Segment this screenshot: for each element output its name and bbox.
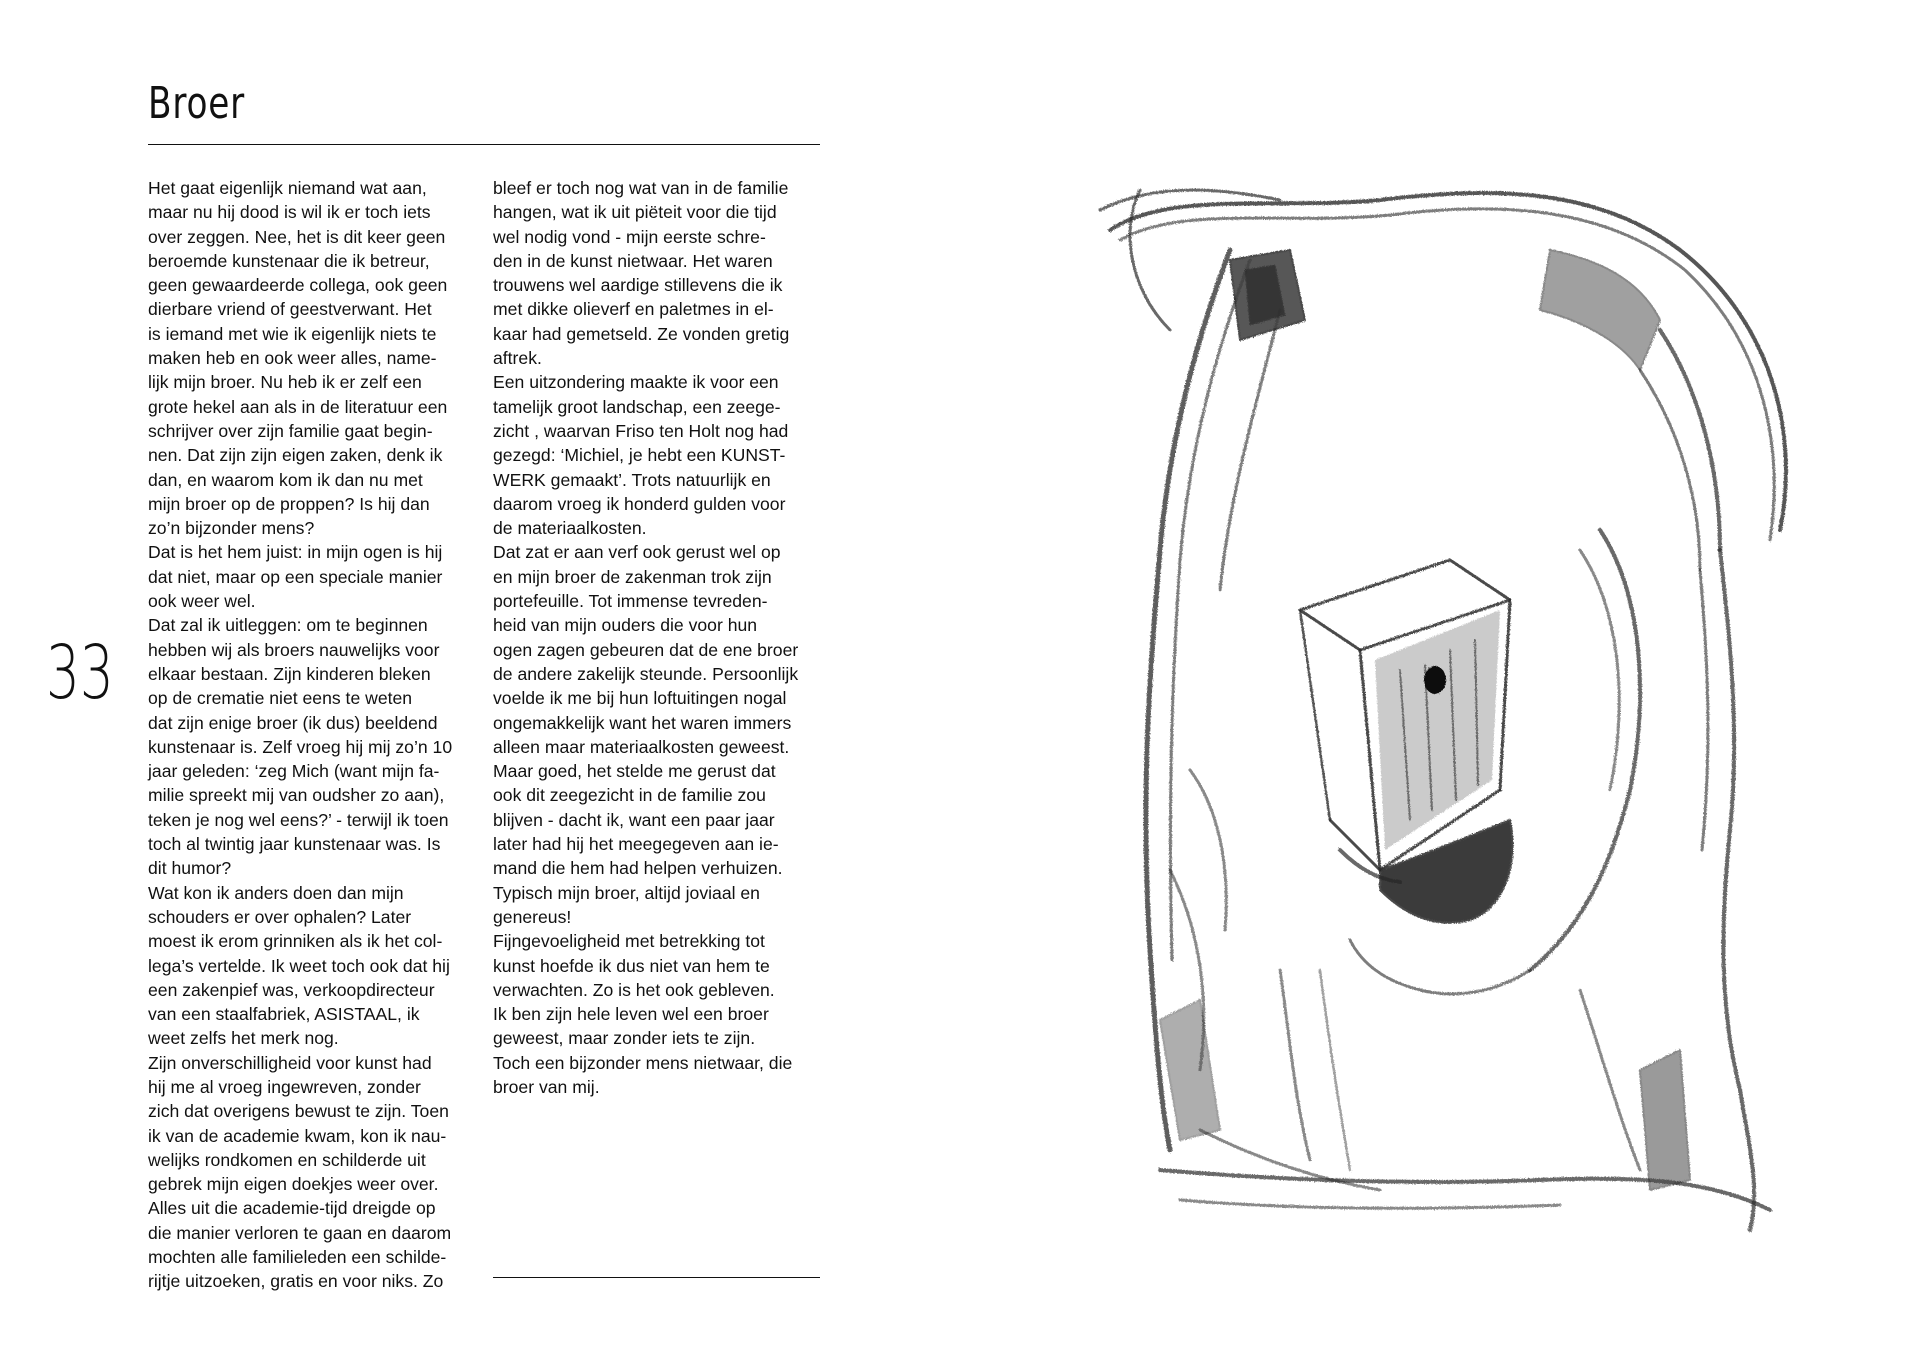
text-line: mand die hem had helpen verhuizen. — [493, 858, 783, 879]
text-line: rijtje uitzoeken, gratis en voor niks. Zo — [148, 1271, 444, 1292]
text-line: daarom vroeg ik honderd gulden voor — [493, 493, 786, 514]
text-line: tamelijk groot landschap, een zeege- — [493, 396, 781, 417]
text-line: mochten alle familieleden een schilde- — [148, 1247, 447, 1268]
page-title: Broer — [148, 78, 246, 129]
text-line: voelde ik me bij hun loftuitingen nogal — [493, 688, 787, 709]
text-line: bleef er toch nog wat van in de familie — [493, 178, 789, 198]
text-line: milie spreekt mij van oudsher zo aan), — [148, 785, 445, 806]
text-line: Het gaat eigenlijk niemand wat aan, — [148, 178, 427, 198]
text-line: maken heb en ook weer alles, name- — [148, 348, 437, 369]
text-line: beroemde kunstenaar die ik betreur, — [148, 250, 430, 271]
text-line: heid van mijn ouders die voor hun — [493, 615, 758, 636]
text-line: lijk mijn broer. Nu heb ik er zelf een — [148, 372, 422, 393]
text-line: trouwens wel aardige stillevens die ik — [493, 275, 783, 296]
text-line: grote hekel aan als in de literatuur een — [148, 396, 448, 417]
text-line: teken je nog wel eens?’ - terwijl ik toen — [148, 809, 449, 830]
text-line: Toch een bijzonder mens nietwaar, die — [493, 1052, 793, 1073]
text-line: Zijn onverschilligheid voor kunst had — [148, 1052, 432, 1073]
text-line: zich dat overigens bewust te zijn. Toen — [148, 1101, 449, 1122]
text-line: dat niet, maar op een speciale manier — [148, 566, 443, 587]
text-line: toch al twintig jaar kunstenaar was. Is — [148, 834, 441, 855]
text-line: lega’s vertelde. Ik weet toch ook dat hij — [148, 955, 450, 976]
text-line: Fijngevoeligheid met betrekking tot — [493, 931, 765, 952]
title-divider — [148, 144, 820, 145]
text-line: over zeggen. Nee, het is dit keer geen — [148, 226, 446, 247]
text-line: ook dit zeegezicht in de familie zou — [493, 785, 766, 806]
text-line: Dat zal ik uitleggen: om te beginnen — [148, 615, 428, 636]
text-line: geweest, maar zonder iets te zijn. — [493, 1028, 756, 1049]
text-line: Dat zat er aan verf ook gerust wel op — [493, 542, 781, 563]
text-line: weet zelfs het merk nog. — [148, 1028, 339, 1049]
text-line: dan, en waarom kom ik dan nu met — [148, 469, 423, 490]
text-line: broer van mij. — [493, 1076, 600, 1097]
text-line: aftrek. — [493, 348, 542, 369]
text-line: alleen maar materiaalkosten geweest. — [493, 736, 790, 757]
text-line: schrijver over zijn familie gaat begin- — [148, 420, 433, 441]
text-line: de materiaalkosten. — [493, 518, 647, 539]
text-line: Wat kon ik anders doen dan mijn — [148, 882, 404, 903]
text-line: ook weer wel. — [148, 591, 256, 612]
text-column-right — [493, 176, 828, 1099]
text-line: een zakenpief was, verkoopdirecteur — [148, 979, 435, 1000]
text-line: ogen zagen gebeuren dat de ene broer — [493, 639, 799, 660]
text-line: jaar geleden: ‘zeg Mich (want mijn fa- — [148, 761, 440, 782]
text-line: kaar had gemetseld. Ze vonden gretig — [493, 323, 790, 344]
end-divider — [493, 1277, 820, 1278]
text-line: kunst hoefde ik dus niet van hem te — [493, 955, 770, 976]
text-line: elkaar bestaan. Zijn kinderen bleken — [148, 663, 431, 684]
text-line: gebrek mijn eigen doekjes weer over. — [148, 1174, 439, 1195]
text-line: den in de kunst nietwaar. Het waren — [493, 250, 773, 271]
text-line: hangen, wat ik uit piëteit voor die tijd — [493, 202, 777, 223]
text-line: Een uitzondering maakte ik voor een — [493, 372, 779, 393]
text-line: zo’n bijzonder mens? — [148, 518, 315, 539]
text-line: WERK gemaakt’. Trots natuurlijk en — [493, 469, 771, 490]
text-line: hij me al vroeg ingewreven, zonder — [148, 1076, 421, 1097]
text-line: genereus! — [493, 906, 572, 927]
text-line: gezegd: ‘Michiel, je hebt een KUNST- — [493, 445, 786, 466]
text-line: later had hij het meegegeven aan ie- — [493, 834, 779, 855]
text-line: mijn broer op de proppen? Is hij dan — [148, 493, 430, 514]
text-line: hebben wij als broers nauwelijks voor — [148, 639, 440, 660]
page-number: 33 — [46, 630, 114, 716]
text-line: van een staalfabriek, ASISTAAL, ik — [148, 1004, 420, 1025]
text-line: Typisch mijn broer, altijd joviaal en — [493, 882, 760, 903]
pencil-drawing-figure-icon — [1080, 170, 1860, 1270]
text-line: portefeuille. Tot immense tevreden- — [493, 591, 768, 612]
text-line: verwachten. Zo is het ook gebleven. — [493, 979, 775, 1000]
text-line: schouders er over ophalen? Later — [148, 906, 412, 927]
text-line: welijks rondkomen en schilderde uit — [148, 1149, 426, 1170]
text-line: en mijn broer de zakenman trok zijn — [493, 566, 772, 587]
text-line: kunstenaar is. Zelf vroeg hij mij zo’n 10 — [148, 736, 453, 757]
text-line: ongemakkelijk want het waren immers — [493, 712, 792, 733]
text-line: dierbare vriend of geestverwant. Het — [148, 299, 432, 320]
text-line: Dat is het hem juist: in mijn ogen is hij — [148, 542, 443, 563]
text-line: op de crematie niet eens te weten — [148, 688, 413, 709]
text-line: Ik ben zijn hele leven wel een broer — [493, 1004, 769, 1025]
text-line: Maar goed, het stelde me gerust dat — [493, 761, 776, 782]
text-line: ik van de academie kwam, kon ik nau- — [148, 1125, 447, 1146]
text-line: dit humor? — [148, 858, 232, 879]
text-line: met dikke olieverf en paletmes in el- — [493, 299, 774, 320]
text-line: die manier verloren te gaan en daarom — [148, 1222, 452, 1243]
text-line: maar nu hij dood is wil ik er toch iets — [148, 202, 431, 223]
text-line: geen gewaardeerde collega, ook geen — [148, 275, 448, 296]
text-column-left — [148, 176, 483, 1294]
text-line: de andere zakelijk steunde. Persoonlijk — [493, 663, 799, 684]
text-line: is iemand met wie ik eigenlijk niets te — [148, 323, 437, 344]
text-line: zicht , waarvan Friso ten Holt nog had — [493, 420, 789, 441]
text-line: dat zijn enige broer (ik dus) beeldend — [148, 712, 438, 733]
text-line: Alles uit die academie-tijd dreigde op — [148, 1198, 436, 1219]
text-line: moest ik erom grinniken als ik het col- — [148, 931, 443, 952]
text-line: wel nodig vond - mijn eerste schre- — [493, 226, 766, 247]
text-line: nen. Dat zijn zijn eigen zaken, denk ik — [148, 445, 443, 466]
text-line: blijven - dacht ik, want een paar jaar — [493, 809, 775, 830]
